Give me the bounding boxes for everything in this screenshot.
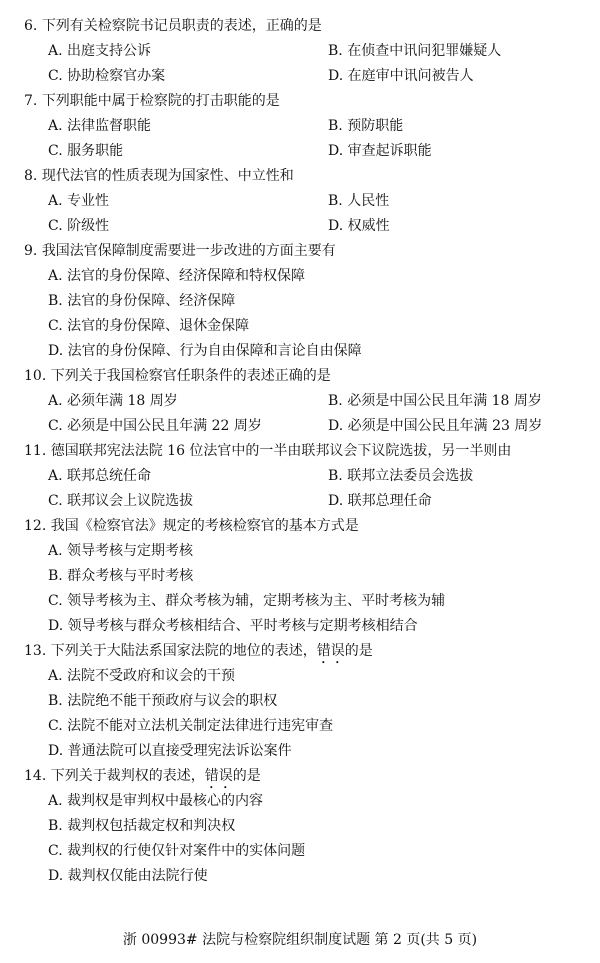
question-8-stem: 8. 现代法官的性质表现为国家性、中立性和 bbox=[24, 168, 294, 184]
question-12-option-a: A. 领导考核与定期考核 bbox=[48, 543, 194, 559]
question-7-stem: 7. 下列职能中属于检察院的打击职能的是 bbox=[24, 93, 280, 109]
question-14-option-d: D. 裁判权仅能由法院行使 bbox=[48, 868, 208, 884]
question-9-option-c: C. 法官的身份保障、退休金保障 bbox=[48, 318, 250, 334]
question-6-stem: 6. 下列有关检察院书记员职责的表述，正确的是 bbox=[24, 18, 322, 34]
page-footer: 浙 00993# 法院与检察院组织制度试题 第 2 页(共 5 页) bbox=[122, 932, 478, 948]
question-6-option-c: C. 协助检察官办案 bbox=[48, 68, 166, 84]
question-6-option-b: B. 在侦查中讯问犯罪嫌疑人 bbox=[328, 43, 502, 59]
question-6-option-a: A. 出庭支持公诉 bbox=[48, 43, 152, 59]
question-14-option-c: C. 裁判权的行使仅针对案件中的实体问题 bbox=[48, 843, 306, 859]
question-7-option-c: C. 服务职能 bbox=[48, 143, 124, 159]
question-14-option-a: A. 裁判权是审判权中最核心的内容 bbox=[48, 793, 264, 809]
question-13-option-d: D. 普通法院可以直接受理宪法诉讼案件 bbox=[48, 743, 292, 759]
question-11-option-d: D. 联邦总理任命 bbox=[328, 493, 432, 509]
question-11-option-b: B. 联邦立法委员会选拔 bbox=[328, 468, 474, 484]
question-12-option-b: B. 群众考核与平时考核 bbox=[48, 568, 194, 584]
question-7-option-b: B. 预防职能 bbox=[328, 118, 404, 134]
question-7-option-d: D. 审查起诉职能 bbox=[328, 143, 432, 159]
question-10-option-d: D. 必须是中国公民且年满 23 周岁 bbox=[328, 418, 543, 434]
question-11-stem: 11. 德国联邦宪法法院 16 位法官中的一半由联邦议会下议院选拔，另一半则由 bbox=[24, 443, 512, 459]
question-9-stem: 9. 我国法官保障制度需要进一步改进的方面主要有 bbox=[24, 243, 336, 259]
question-6-option-d: D. 在庭审中讯问被告人 bbox=[328, 68, 474, 84]
emphasis-word: 错误 bbox=[316, 643, 345, 659]
question-9-option-b: B. 法官的身份保障、经济保障 bbox=[48, 293, 236, 309]
question-9-option-d: D. 法官的身份保障、行为自由保障和言论自由保障 bbox=[48, 343, 362, 359]
emphasis-word: 错误 bbox=[204, 768, 233, 784]
question-14-option-b: B. 裁判权包括裁定权和判决权 bbox=[48, 818, 236, 834]
question-11-option-c: C. 联邦议会上议院选拔 bbox=[48, 493, 194, 509]
question-8-option-c: C. 阶级性 bbox=[48, 218, 110, 234]
question-10-stem: 10. 下列关于我国检察官任职条件的表述正确的是 bbox=[24, 368, 331, 384]
question-7-option-a: A. 法律监督职能 bbox=[48, 118, 152, 134]
question-13-option-c: C. 法院不能对立法机关制定法律进行违宪审查 bbox=[48, 718, 334, 734]
question-8-option-a: A. 专业性 bbox=[48, 193, 110, 209]
question-8-option-d: D. 权威性 bbox=[328, 218, 390, 234]
question-12-stem: 12. 我国《检察官法》规定的考核检察官的基本方式是 bbox=[24, 518, 359, 534]
question-8-option-b: B. 人民性 bbox=[328, 193, 390, 209]
question-11-option-a: A. 联邦总统任命 bbox=[48, 468, 152, 484]
question-9-option-a: A. 法官的身份保障、经济保障和特权保障 bbox=[48, 268, 306, 284]
question-10-option-c: C. 必须是中国公民且年满 22 周岁 bbox=[48, 418, 262, 434]
question-13-stem: 13. 下列关于大陆法系国家法院的地位的表述，错误的是 bbox=[24, 643, 373, 659]
question-13-option-a: A. 法院不受政府和议会的干预 bbox=[48, 668, 236, 684]
question-10-option-a: A. 必须年满 18 周岁 bbox=[48, 393, 178, 409]
question-12-option-c: C. 领导考核为主、群众考核为辅，定期考核为主、平时考核为辅 bbox=[48, 593, 446, 609]
question-12-option-d: D. 领导考核与群众考核相结合、平时考核与定期考核相结合 bbox=[48, 618, 418, 634]
question-14-stem: 14. 下列关于裁判权的表述，错误的是 bbox=[24, 768, 261, 784]
question-10-option-b: B. 必须是中国公民且年满 18 周岁 bbox=[328, 393, 542, 409]
question-13-option-b: B. 法院绝不能干预政府与议会的职权 bbox=[48, 693, 278, 709]
